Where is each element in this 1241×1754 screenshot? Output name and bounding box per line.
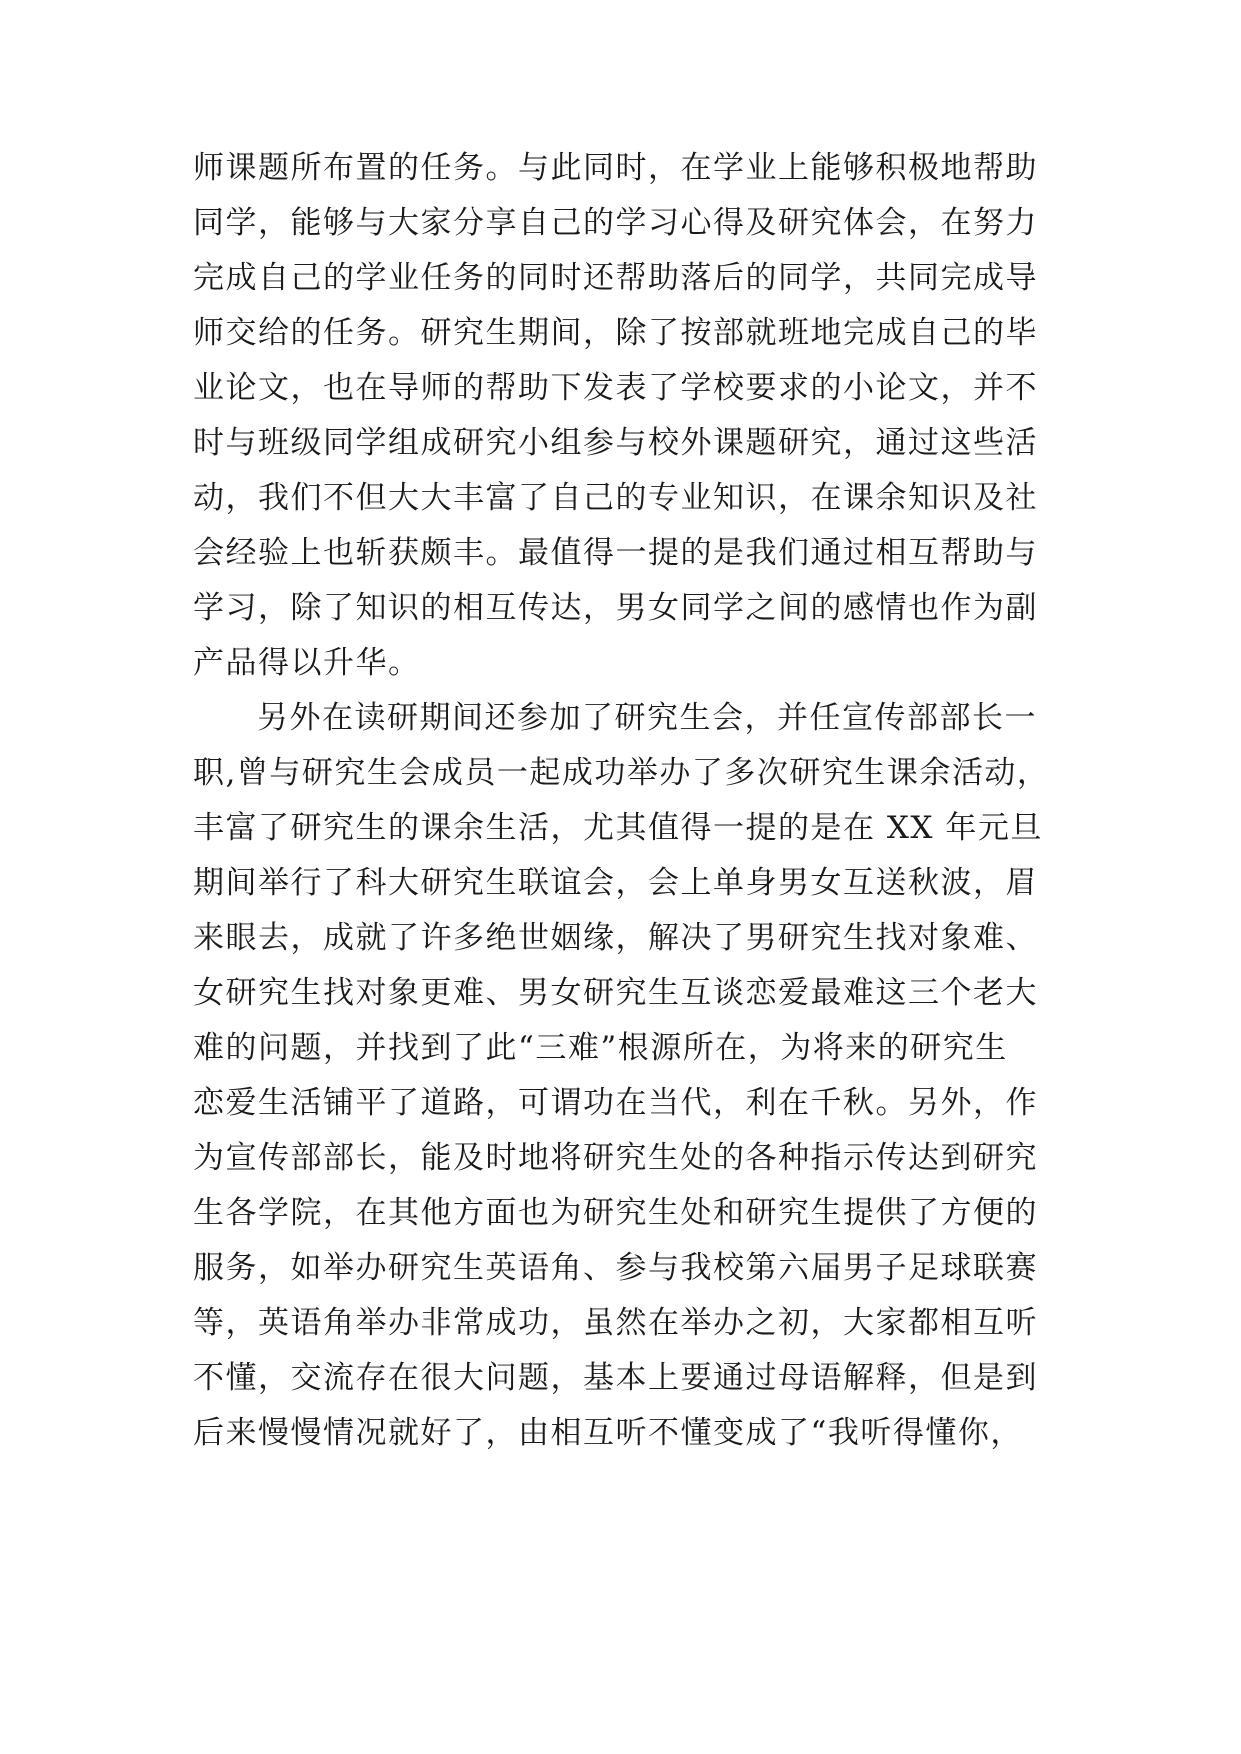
- paragraph-1-line-9: 学习，除了知识的相互传达，男女同学之间的感情也作为副: [193, 590, 1038, 626]
- paragraph-2-line-6: 女研究生找对象更难、男女研究生互谈恋爱最难这三个老大: [193, 975, 1038, 1011]
- paragraph-2-line-5: 来眼去，成就了许多绝世姻缘，解决了男研究生找对象难、: [193, 920, 1038, 956]
- paragraph-1-line-10: 产品得以升华。: [193, 645, 421, 681]
- paragraph-1-line-5: 业论文，也在导师的帮助下发表了学校要求的小论文，并不: [193, 370, 1038, 406]
- paragraph-1-line-7: 动，我们不但大大丰富了自己的专业知识，在课余知识及社: [193, 480, 1038, 516]
- paragraph-2-line-1: 另外在读研期间还参加了研究生会，并任宣传部部长一: [257, 700, 1037, 736]
- paragraph-1-line-4: 师交给的任务。研究生期间，除了按部就班地完成自己的毕: [193, 315, 1038, 351]
- paragraph-1-line-1: 师课题所布置的任务。与此同时，在学业上能够积极地帮助: [193, 150, 1038, 186]
- paragraph-1-line-2: 同学，能够与大家分享自己的学习心得及研究体会，在努力: [193, 205, 1038, 241]
- paragraph-2-line-14: 后来慢慢情况就好了，由相互听不懂变成了“我听得懂你，: [193, 1415, 1023, 1451]
- paragraph-2-line-8: 恋爱生活铺平了道路，可谓功在当代，利在千秋。另外，作: [193, 1085, 1038, 1121]
- paragraph-2-line-13: 不懂，交流存在很大问题，基本上要通过母语解释，但是到: [193, 1360, 1038, 1396]
- paragraph-2-line-3: 丰富了研究生的课余生活，尤其值得一提的是在 XX 年元旦: [193, 810, 1043, 846]
- paragraph-2-line-10: 生各学院，在其他方面也为研究生处和研究生提供了方便的: [193, 1195, 1038, 1231]
- paragraph-2-line-12: 等，英语角举办非常成功，虽然在举办之初，大家都相互听: [193, 1305, 1038, 1341]
- paragraph-2-line-9: 为宣传部部长，能及时地将研究生处的各种指示传达到研究: [193, 1140, 1038, 1176]
- paragraph-2-line-7: 难的问题，并找到了此“三难”根源所在，为将来的研究生: [193, 1030, 1008, 1066]
- paragraph-1-line-3: 完成自己的学业任务的同时还帮助落后的同学，共同完成导: [193, 260, 1038, 296]
- paragraph-2-line-4: 期间举行了科大研究生联谊会，会上单身男女互送秋波，眉: [193, 865, 1038, 901]
- paragraph-2-line-2: 职,曾与研究生会成员一起成功举办了多次研究生课余活动，: [193, 755, 1050, 791]
- paragraph-2-line-11: 服务，如举办研究生英语角、参与我校第六届男子足球联赛: [193, 1250, 1038, 1286]
- paragraph-1-line-8: 会经验上也斩获颇丰。最值得一提的是我们通过相互帮助与: [193, 535, 1038, 571]
- paragraph-1-line-6: 时与班级同学组成研究小组参与校外课题研究，通过这些活: [193, 425, 1038, 461]
